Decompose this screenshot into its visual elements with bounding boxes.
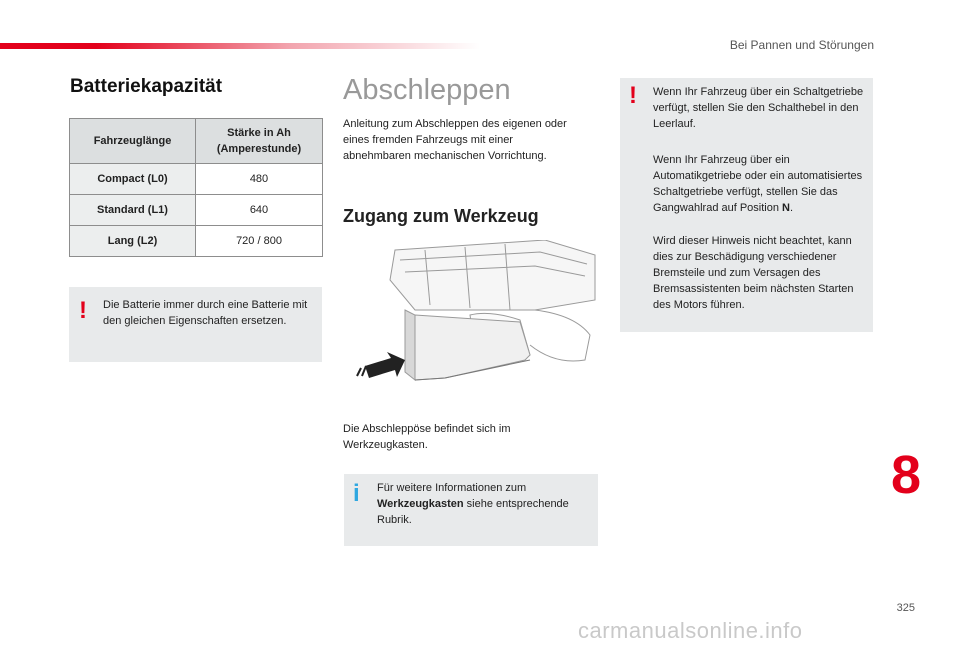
row-value: 480: [196, 164, 323, 195]
info-icon: i: [353, 480, 360, 507]
info-text-bold: Werkzeugkasten: [377, 498, 464, 510]
info-text-post: siehe entsprechende Rubrik.: [377, 498, 569, 526]
column-header-capacity: [196, 119, 323, 164]
table-row: [70, 164, 323, 195]
consequence-text: Wird dieser Hinweis nicht beachtet, kann dies zur Beschädigung verschiedener Bremsteile und zum Versagen des Bremsassistenten beim nächsten Starten des Motors führen.: [653, 235, 854, 311]
tool-access-heading: Zugang zum Werkzeug: [343, 206, 539, 226]
gearbox-warning-box: [620, 78, 873, 332]
watermark: carmanualsonline.info: [578, 618, 803, 643]
position-n: N: [782, 202, 790, 214]
row-label: Compact (L0): [70, 164, 196, 195]
section-title: Bei Pannen und Störungen: [729, 38, 874, 52]
row-label: Standard (L1): [70, 195, 196, 226]
capacity-header-line2: (Amperestunde): [216, 143, 302, 155]
info-text-pre: Für weitere Informationen zum: [377, 482, 527, 494]
row-value: 640: [196, 195, 323, 226]
automatic-gearbox-text-post: .: [789, 202, 794, 214]
pointer-arrow: [365, 352, 405, 378]
battery-capacity-table: [69, 118, 323, 257]
battery-warning-box: [69, 287, 322, 362]
exclamation-icon: !: [629, 82, 637, 109]
toolbox-location-text: Die Abschleppöse befindet sich im Werkzeugkasten.: [343, 423, 511, 451]
toolbox-info-text: [377, 480, 595, 528]
header-accent-bar: [0, 43, 480, 49]
manual-gearbox-text: Wenn Ihr Fahrzeug über ein Schaltgetriebe verfügt, stellen Sie den Schalthebel in den Leerlauf.: [653, 86, 864, 130]
battery-heading: Batteriekapazität: [70, 76, 223, 97]
towing-heading: Abschleppen: [343, 74, 511, 106]
column-header-length: Fahrzeuglänge: [70, 119, 196, 164]
table-row: [70, 195, 323, 226]
table-header-row: [70, 119, 323, 164]
toolbox-info-box: [344, 474, 598, 546]
row-value: 720 / 800: [196, 226, 323, 257]
automatic-gearbox-text: [653, 152, 868, 216]
towing-intro: Anleitung zum Abschleppen des eigenen oder eines fremden Fahrzeugs mit einer abnehmbaren mechanischen Vorrichtung.: [343, 118, 567, 162]
chapter-number: 8: [891, 445, 922, 505]
toolbox-illustration: [355, 240, 600, 400]
capacity-header-line1: Stärke in Ah: [227, 127, 291, 139]
page-number: 325: [896, 602, 915, 614]
exclamation-icon: !: [79, 297, 87, 324]
battery-warning-text: Die Batterie immer durch eine Batterie mit den gleichen Eigenschaften ersetzen.: [103, 299, 308, 327]
row-label: Lang (L2): [70, 226, 196, 257]
automatic-gearbox-text-pre: Wenn Ihr Fahrzeug über ein Automatikgetriebe oder ein automatisiertes Schaltgetriebe verfügt, stellen Sie das Gangwahlrad auf Position: [653, 154, 863, 214]
table-row: [70, 226, 323, 257]
